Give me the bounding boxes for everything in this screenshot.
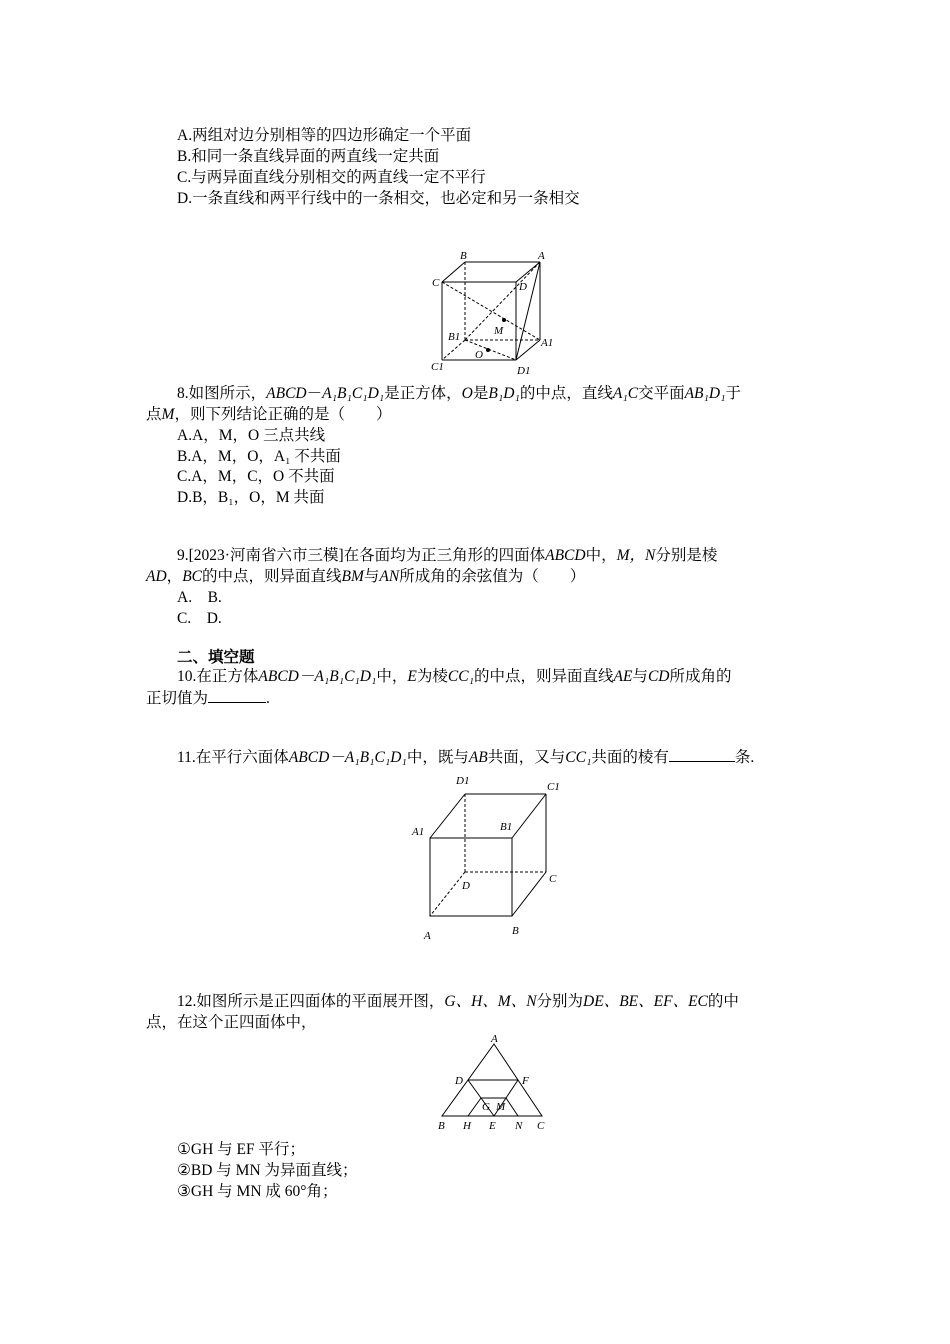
q10-stem-line1: 10.在正方体ABCD－A₁B₁C₁D₁中，E为棱CC₁的中点，则异面直线AE与CD所成角的 [177, 668, 732, 685]
parallelepiped-figure-q11 [400, 770, 580, 950]
q12-stem-line2: 点，在这个正四面体中， [146, 1014, 317, 1031]
label-D1: D1 [517, 365, 531, 377]
q12-statement-1: ①GH 与 EF 平行； [177, 1141, 305, 1158]
q11-answer-blank[interactable] [669, 747, 735, 762]
q9-options-ab: A. B. [177, 589, 222, 606]
label-G: G [482, 1101, 490, 1113]
q8-option-d: D.B，B₁，O，M 共面 [177, 489, 325, 506]
q7-option-a: A.两组对边分别相等的四边形确定一个平面 [177, 127, 472, 144]
label-C: C [549, 873, 557, 885]
label-C1: C1 [431, 361, 444, 373]
label-B1: B1 [448, 331, 461, 343]
q10-answer-blank[interactable] [208, 688, 266, 703]
q8-stem-line1: 8.如图所示，ABCD－A₁B₁C₁D₁是正方体，O是B₁D₁的中点，直线A₁C交平面AB₁D₁于 [177, 385, 742, 402]
tetrahedron-net-figure-q12 [430, 1032, 555, 1137]
q10-stem-line2: 正切值为 . [146, 690, 270, 707]
label-B: B [460, 250, 467, 262]
label-B1: B1 [500, 821, 513, 833]
label-F: F [522, 1075, 529, 1087]
q11-stem: 11.在平行六面体ABCD－A₁B₁C₁D₁中，既与AB共面，又与CC₁共面的棱有 条. [177, 749, 755, 766]
q8-option-c: C.A，M，C，O 不共面 [177, 468, 335, 485]
label-C: C [432, 277, 440, 289]
label-C1: C1 [547, 781, 560, 793]
q7-option-c: C.与两异面直线分别相交的两直线一定不平行 [177, 169, 486, 186]
cube-figure-q8 [420, 248, 560, 378]
q7-option-b: B.和同一条直线异面的两直线一定共面 [177, 148, 440, 165]
q8-option-a: A.A，M，O 三点共线 [177, 427, 326, 444]
label-B: B [438, 1120, 445, 1132]
q8-option-b: B.A，M，O，A₁ 不共面 [177, 448, 341, 465]
label-C: C [537, 1120, 545, 1132]
q12-statement-3: ③GH 与 MN 成 60°角； [177, 1183, 338, 1200]
label-D1: D1 [456, 775, 470, 787]
label-E: E [489, 1120, 496, 1132]
q9-stem-line2: AD，BC的中点，则异面直线BM与AN所成角的余弦值为（ ） [146, 568, 586, 585]
q7-option-d: D.一条直线和两平行线中的一条相交，也必定和另一条相交 [177, 190, 580, 207]
label-A: A [538, 250, 545, 262]
label-D: D [455, 1075, 463, 1087]
label-M: M [494, 325, 504, 337]
label-N: N [515, 1120, 523, 1132]
label-M: M [496, 1101, 506, 1113]
q9-stem-line1: 9.[2023·河南省六市三模]在各面均为正三角形的四面体ABCD中，M，N分别是棱 [177, 547, 718, 564]
q12-stem-line1: 12.如图所示是正四面体的平面展开图，G、H、M、N分别为DE、BE、EF、EC的中 [177, 993, 739, 1010]
label-D: D [519, 281, 527, 293]
q12-statement-2: ②BD 与 MN 为异面直线； [177, 1162, 358, 1179]
section-title-fill-in: 二、填空题 [177, 649, 255, 666]
label-A1: A1 [541, 337, 554, 349]
label-O: O [475, 349, 483, 361]
q8-stem-line2: 点M，则下列结论正确的是（ ） [146, 406, 392, 423]
q9-options-cd: C. D. [177, 610, 222, 627]
label-A: A [491, 1033, 498, 1045]
label-D: D [462, 880, 470, 892]
label-A1: A1 [412, 826, 425, 838]
label-B: B [512, 925, 519, 937]
label-A: A [424, 930, 431, 942]
label-H: H [463, 1120, 471, 1132]
